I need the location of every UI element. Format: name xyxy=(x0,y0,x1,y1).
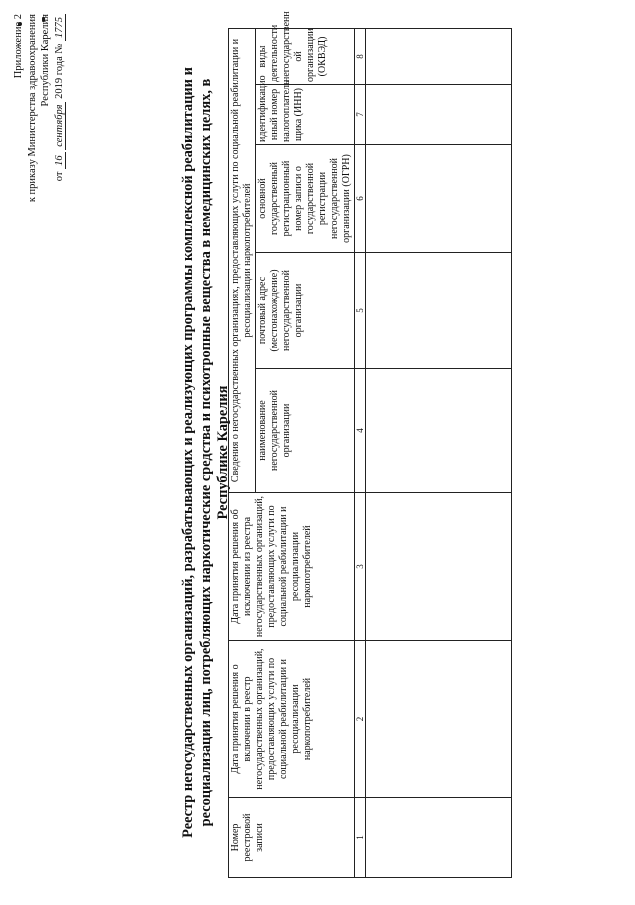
document-title xyxy=(180,40,233,865)
header-inn: идентификацио нный номер налогоплатель щика (ИНН) xyxy=(256,85,355,145)
title-line-1: Реестр негосударственных организаций, разрабатывающих и реализующих программы комплексной реабилитации и xyxy=(180,67,196,838)
column-number: 4 xyxy=(355,369,366,493)
table-cell xyxy=(366,145,512,253)
title-line-3: Республике Карелия xyxy=(215,385,231,520)
column-number: 3 xyxy=(355,493,366,641)
table-cell xyxy=(366,28,512,84)
approval-date-line xyxy=(53,14,67,264)
header-exclusion-date: Дата принятия решения об исключении из реестра негосударственных организаций, предоставляющих услуги по социальной реабилитации и ресоциализации наркопотребителей xyxy=(229,493,355,641)
approval-line-1: Приложение 2 xyxy=(13,14,24,79)
header-organization-info: Сведения о негосударственных организациях, предоставляющих услуги по социальной реабилитации и ресоциализации наркопотребителей xyxy=(229,28,256,492)
approval-line-3: Республики Карелия xyxy=(40,14,51,107)
title-line-2: ресоциализации лиц, потребляющих наркотические средства и психотропные вещества в немедицинских целях, в xyxy=(197,78,214,827)
column-number: 2 xyxy=(355,641,366,798)
date-day: 16 xyxy=(54,152,66,169)
header-record-number: Номер реестровой записи xyxy=(229,798,355,878)
header-row-1 xyxy=(229,28,256,877)
table-cell xyxy=(366,798,512,878)
date-prefix: от xyxy=(53,171,65,182)
approval-block xyxy=(12,14,66,264)
header-org-name: наименование негосударственной организации xyxy=(256,369,355,493)
table-cell xyxy=(366,253,512,369)
table-cell xyxy=(366,493,512,641)
header-ogrn: основной государственный регистрационный номер записи о государственной регистрации негосударственной организации (ОГРН) xyxy=(256,145,355,253)
header-postal-address: почтовый адрес (местонахождение) негосударственной организации xyxy=(256,253,355,369)
column-number-row xyxy=(355,28,366,877)
table-cell xyxy=(366,85,512,145)
table-cell xyxy=(366,369,512,493)
column-number: 8 xyxy=(355,28,366,84)
table-cell xyxy=(366,641,512,798)
column-number: 6 xyxy=(355,145,366,253)
column-number: 5 xyxy=(355,253,366,369)
column-number: 7 xyxy=(355,85,366,145)
column-number: 1 xyxy=(355,798,366,878)
order-number: 1775 xyxy=(54,14,66,41)
date-year: 2019 года № xyxy=(53,43,65,99)
registry-table xyxy=(228,11,512,878)
header-okved: виды деятельности негосударственн ой организации (ОКВЭД) xyxy=(256,28,355,84)
approval-line-2: к приказу Министерства здравоохранения xyxy=(26,14,38,203)
header-inclusion-date: Дата принятия решения о включении в реестр негосударственных организаций, предоставляющих услуги по социальной реабилитации и ресоциализации наркопотребителей xyxy=(229,641,355,798)
empty-data-row xyxy=(366,28,512,877)
date-month: сентября xyxy=(54,102,66,150)
